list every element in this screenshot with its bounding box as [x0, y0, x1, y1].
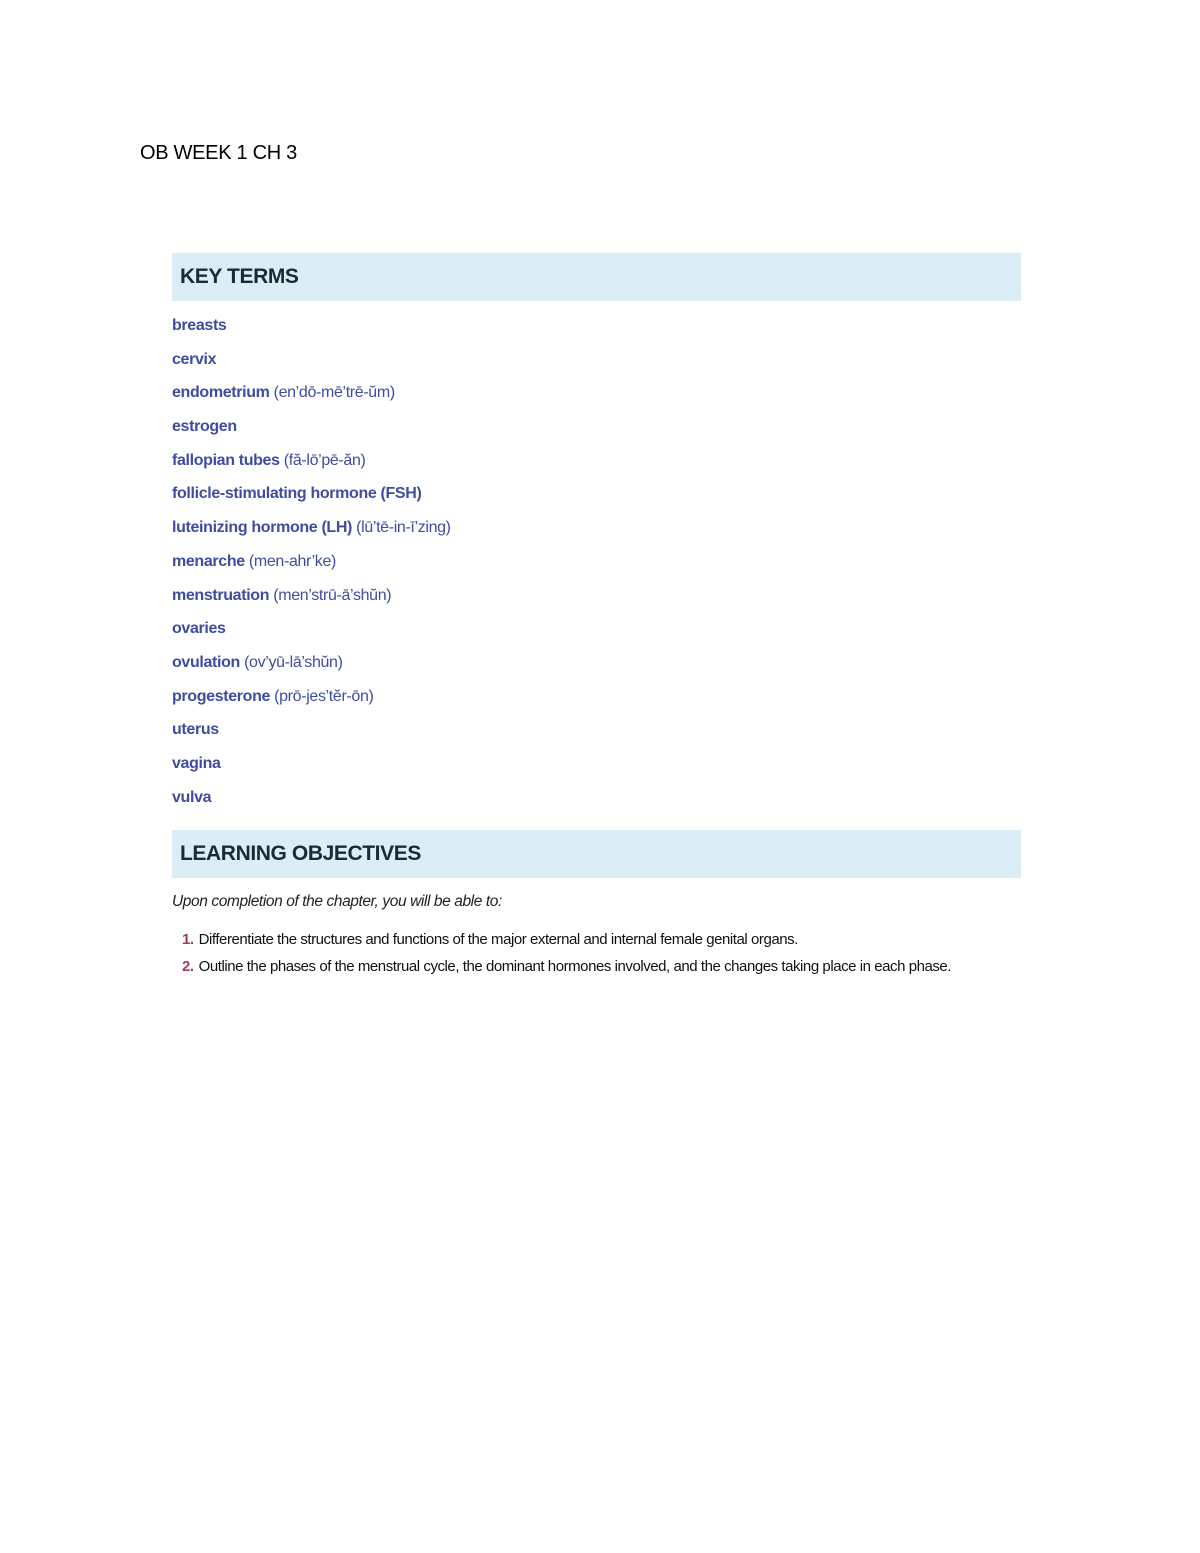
- term-name: vulva: [172, 788, 212, 806]
- key-term-menstruation[interactable]: [172, 585, 1021, 619]
- learning-objectives-header: [172, 830, 1021, 878]
- key-term-cervix[interactable]: [172, 349, 1021, 383]
- key-term-vagina[interactable]: [172, 753, 1021, 787]
- key-term-ovulation[interactable]: [172, 652, 1021, 686]
- term-name: vagina: [172, 754, 221, 772]
- key-term-progesterone[interactable]: [172, 686, 1021, 720]
- term-pronunciation: (prō-jes’tĕr-ōn): [274, 687, 374, 705]
- objectives-list: [172, 929, 1021, 982]
- objective-number: 1.: [182, 931, 194, 949]
- key-term-lh[interactable]: [172, 517, 1021, 551]
- term-pronunciation: (ov’yū-lā’shŭn): [244, 653, 343, 671]
- term-pronunciation: (lū’tē-in-ī’zing): [356, 519, 451, 537]
- objective-item: [182, 956, 1021, 983]
- key-term-vulva[interactable]: [172, 787, 1021, 821]
- term-name: luteinizing hormone (LH): [172, 519, 353, 537]
- term-pronunciation: (en’dō-mē’trē-ŭm): [273, 384, 395, 402]
- key-term-fsh[interactable]: [172, 483, 1021, 517]
- key-term-fallopian-tubes[interactable]: [172, 450, 1021, 484]
- key-term-menarche[interactable]: [172, 551, 1021, 585]
- key-terms-header: [172, 253, 1021, 301]
- term-name: uterus: [172, 721, 219, 739]
- term-name: breasts: [172, 317, 227, 334]
- term-pronunciation: (men’strū-ā’shŭn): [273, 586, 392, 604]
- term-name: menstruation: [172, 586, 270, 604]
- objectives-intro: Upon completion of the chapter, you will be able to:: [172, 893, 502, 911]
- term-name: estrogen: [172, 418, 237, 436]
- learning-objectives-header-label: LEARNING OBJECTIVES: [180, 842, 421, 866]
- chapter-content: [172, 253, 1021, 982]
- term-name: ovulation: [172, 653, 240, 671]
- term-pronunciation: (men-ahr’ke): [248, 552, 336, 570]
- term-name: follicle-stimulating hormone (FSH): [172, 485, 422, 503]
- term-name: fallopian tubes: [172, 451, 280, 469]
- key-term-endometrium[interactable]: [172, 382, 1021, 416]
- key-terms-header-label: KEY TERMS: [180, 265, 299, 288]
- term-pronunciation: (fă-lō’pē-ăn): [283, 451, 366, 469]
- key-terms-list: [172, 315, 1021, 820]
- key-term-uterus[interactable]: [172, 719, 1021, 753]
- objective-number: 2.: [182, 957, 194, 975]
- term-name: endometrium: [172, 384, 270, 402]
- document-title: OB WEEK 1 CH 3: [140, 142, 297, 164]
- objective-text: Outline the phases of the menstrual cycle, the dominant hormones involved, and the changes taking place in each phase.: [198, 957, 952, 975]
- objective-text: Differentiate the structures and functions of the major external and internal female genital organs.: [198, 931, 798, 949]
- term-name: cervix: [172, 350, 217, 368]
- key-term-ovaries[interactable]: [172, 618, 1021, 652]
- key-term-breasts[interactable]: [172, 315, 1021, 349]
- objective-item: [182, 929, 1021, 956]
- term-name: menarche: [172, 552, 245, 570]
- key-term-estrogen[interactable]: [172, 416, 1021, 450]
- term-name: ovaries: [172, 620, 226, 638]
- term-name: progesterone: [172, 687, 271, 705]
